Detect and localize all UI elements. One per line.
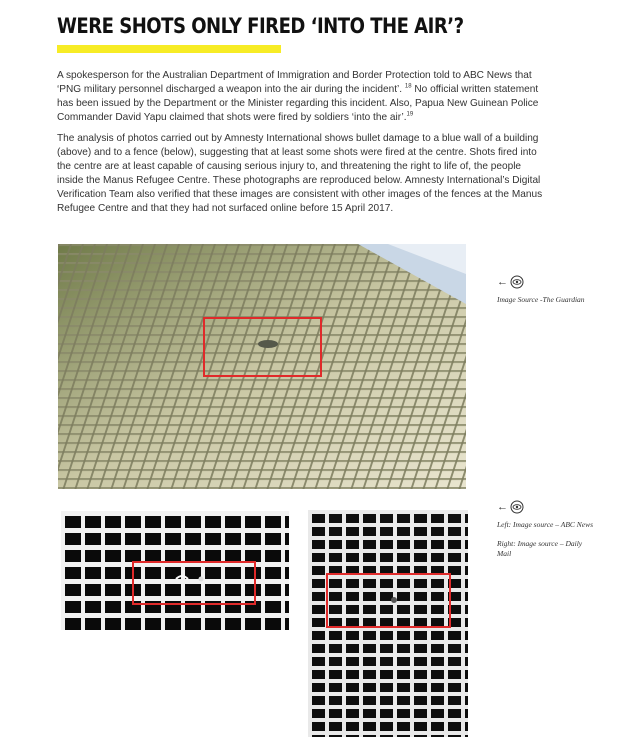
caption-top-block xyxy=(497,275,607,305)
paragraph-1-text-b: No official written statement has been issued by the Department or the Minister regarding this incident. Also, Papua New Guinean Police Commander David Yapu claimed that shots were fired by soldiers ‘into the air’. xyxy=(57,84,539,123)
paragraph-1 xyxy=(57,69,549,125)
left-arrow-icon: ← xyxy=(497,276,508,288)
paragraph-2: The analysis of photos carried out by Amnesty International shows bullet damage to a blue wall of a building (above) and to a fence (below), suggesting that at least some shots were fired at the centre. Shots fired into the centre are at least capable of causing serious injury to, and threatening the right to life of, the people inside the Manus Refugee Centre. These photographs are reproduced below. Amnesty International’s Digital Verification Team also verified that these images are consistent with other images of the fences at the Manus Refugee Centre and that they had not surfaced online before 15 April 2017. xyxy=(57,133,543,214)
caption-bottom-right: Right: Image source – Daily Mail xyxy=(497,539,583,558)
bullet-damage-highlight-top xyxy=(203,317,322,377)
eye-icon xyxy=(510,275,524,289)
footnote-ref-18[interactable]: 18 xyxy=(404,83,412,90)
bullet-damage-highlight-right xyxy=(326,573,451,628)
title-highlight-bar xyxy=(57,45,281,53)
caption-bottom-block xyxy=(497,500,597,559)
caption-bottom-left: Left: Image source – ABC News xyxy=(497,520,594,529)
paragraph-1-text-a: A spokesperson for the Australian Department of Immigration and Border Protection told to ABC News that ‘PNG military personnel discharged a weapon into the air during the incident’. xyxy=(57,70,532,95)
view-source-link-top[interactable] xyxy=(497,275,607,289)
eye-icon xyxy=(510,500,524,514)
view-source-link-bottom[interactable] xyxy=(497,500,597,514)
caption-top: Image Source -The Guardian xyxy=(497,295,585,304)
left-arrow-icon: ← xyxy=(497,501,508,513)
bullet-damage-highlight-left xyxy=(132,561,256,605)
page-title: WERE SHOTS ONLY FIRED ‘INTO THE AIR’? xyxy=(57,14,464,38)
footnote-ref-19[interactable]: 19 xyxy=(406,111,414,118)
